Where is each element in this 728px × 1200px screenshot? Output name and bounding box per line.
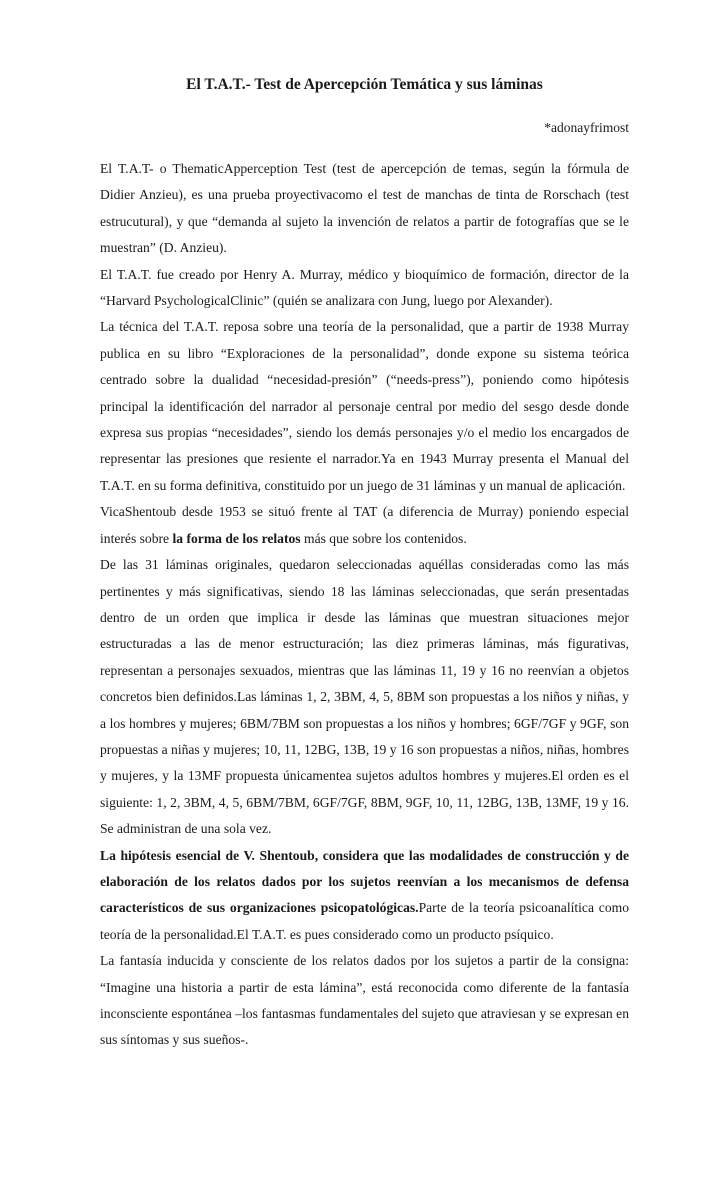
paragraph-text: Parte de la teoría psicoanalítica como teoría de la personalidad.El T.A.T. es pues considerado como un producto psíquico. (100, 900, 629, 942)
paragraph-text: De las 31 láminas originales, quedaron seleccionadas aquéllas consideradas como las más pertinentes y más significativas, siendo 18 las láminas seleccionadas, que serán presentadas dentro de un orden que implica ir desde las láminas que muestran situaciones mejor estructuradas a las de menor estructuración; las diez primeras láminas, más figurativas, representan a personajes sexuados, mientras que las láminas 11, 19 y 16 no reenvían a objetos concretos bien definidos.Las láminas 1, 2, 3BM, 4, 5, 8BM son propuestas a los niños y niñas, y a los hombres y mujeres; 6BM/7BM son propuestas a los niños y hombres; 6GF/7GF y 9GF, son propuestas a niñas y mujeres; 10, 11, 12BG, 13B, 19 y 16 son propuestas a niños, niñas, hombres y mujeres, y la 13MF propuesta únicamentea sujetos adultos hombres y mujeres.El orden es el siguiente: 1, 2, 3BM, 4, 5, 6BM/7BM, 6GF/7GF, 8BM, 9GF, 10, 11, 12BG, 13B, 13MF, 19 y 16. Se administran de una sola vez. (100, 557, 629, 837)
document-author: *adonayfrimost (544, 120, 629, 135)
paragraph-bold-text: la forma de los relatos (172, 530, 301, 546)
paragraph (100, 843, 629, 949)
paragraph (100, 948, 629, 1054)
paragraph-text: más que sobre los contenidos. (300, 530, 467, 546)
paragraph (100, 552, 629, 842)
paragraph (100, 314, 629, 499)
paragraph-text: El T.A.T. fue creado por Henry A. Murray, médico y bioquímico de formación, director de la “Harvard PsychologicalClinic” (quién se analizara con Jung, luego por Alexander). (100, 266, 629, 309)
paragraph-bold-text: La hipótesis esencial de V. Shentoub, considera que las modalidades de construcción y de elaboración de los relatos dados por los sujetos reenvían a los mecanismos de defensa característicos de sus organizaciones psicopatológicas. (100, 847, 629, 916)
document-body (100, 156, 629, 1054)
paragraph (100, 499, 629, 552)
paragraph (100, 156, 629, 262)
paragraph-text: La técnica del T.A.T. reposa sobre una teoría de la personalidad, que a partir de 1938 Murray publica en su libro “Exploraciones de la personalidad”, donde expone su sistema teórica centrado sobre la dualidad “necesidad-presión” (“needs-press”), poniendo como hipótesis principal la identificación del narrador al personaje central por medio del sesgo desde donde expresa sus propias “necesidades”, siendo los demás personajes y/o el medio los encargados de representar las presiones que resiente el narrador.Ya en 1943 Murray presenta el Manual del T.A.T. en su forma definitiva, constituido por un juego de 31 láminas y un manual de aplicación. (100, 319, 629, 493)
paragraph-text: VicaShentoub desde 1953 se situó frente al TAT (a diferencia de Murray) poniendo especial interés sobre (100, 504, 629, 546)
document-title: El T.A.T.- Test de Apercepción Temática y sus láminas (186, 76, 543, 93)
paragraph-text: La fantasía inducida y consciente de los relatos dados por los sujetos a partir de la consigna: “Imagine una historia a partir de esta lámina”, está reconocida como diferente de la fantasía inconsciente espontánea –los fantasmas fundamentales del sujeto que atraviesan y se expresan en sus síntomas y sus sueños-. (100, 953, 629, 1048)
paragraph-text: El T.A.T- o ThematicApperception Test (test de apercepción de temas, según la fórmula de Didier Anzieu), es una prueba proyectivacomo el test de manchas de tinta de Rorschach (test estrucutural), y que “demanda al sujeto la invención de relatos a partir de fotografías que se le muestran” (D. Anzieu). (100, 161, 629, 256)
paragraph (100, 262, 629, 315)
